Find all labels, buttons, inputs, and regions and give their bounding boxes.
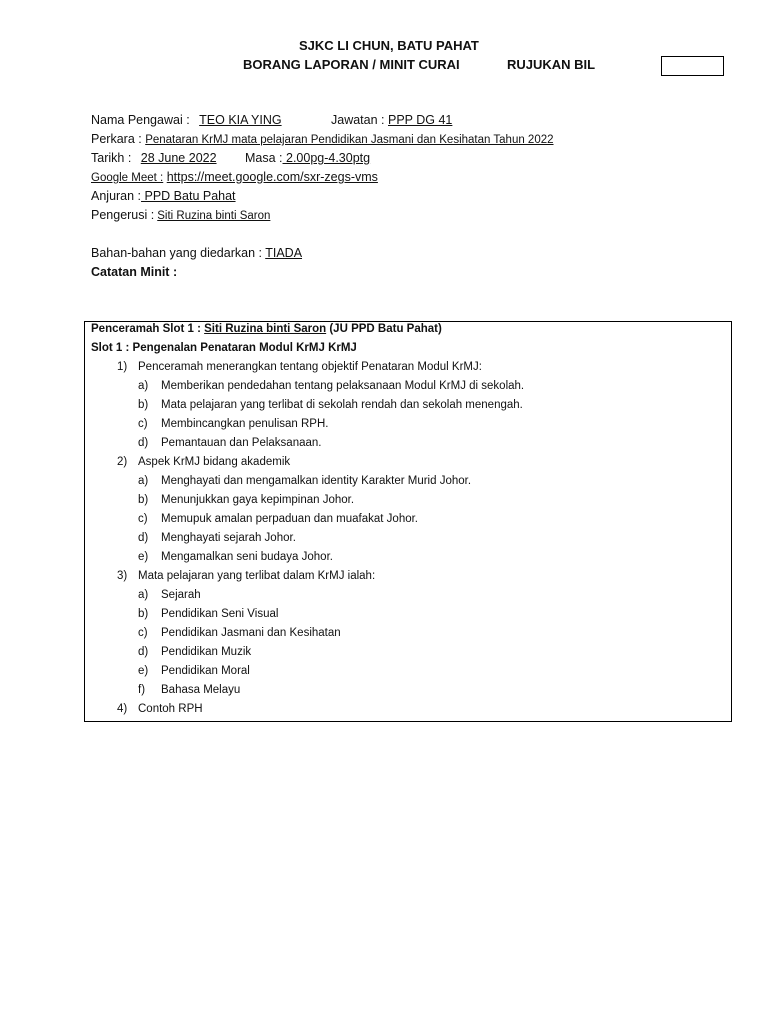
item-number: 1) <box>117 361 128 373</box>
bahan-line <box>91 246 302 260</box>
jawatan-label: Jawatan : <box>331 113 385 127</box>
subitem-text: Membincangkan penulisan RPH. <box>161 418 329 430</box>
pengerusi-label: Pengerusi : <box>91 208 155 222</box>
subitem-letter: a) <box>138 380 149 392</box>
speaker-name: Siti Ruzina binti Saron <box>204 323 327 335</box>
subitem-letter: c) <box>138 627 148 639</box>
subitem-text: Pemantauan dan Pelaksanaan. <box>161 437 322 449</box>
bahan-value: TIADA <box>265 246 303 260</box>
anjuran-line <box>91 189 236 203</box>
subitem-letter: d) <box>138 646 149 658</box>
slot-speaker <box>91 323 442 335</box>
subitem-text: Menghayati sejarah Johor. <box>161 532 296 544</box>
item-text: Mata pelajaran yang terlibat dalam KrMJ ialah: <box>138 570 376 582</box>
item-text: Contoh RPH <box>138 703 203 715</box>
tarikh-value: 28 June 2022 <box>140 151 217 165</box>
subitem-text: Bahasa Melayu <box>161 684 241 696</box>
subitem-letter: e) <box>138 551 149 563</box>
meet-line <box>91 170 378 184</box>
meet-label: Google Meet : <box>91 172 164 184</box>
subitem-letter: c) <box>138 418 148 430</box>
subitem-letter: a) <box>138 475 149 487</box>
subitem-letter: b) <box>138 494 149 506</box>
meet-link[interactable]: https://meet.google.com/sxr-zegs-vms <box>166 170 378 184</box>
school-name: SJKC LI CHUN, BATU PAHAT <box>299 38 479 53</box>
item-text: Penceramah menerangkan tentang objektif Penataran Modul KrMJ: <box>138 361 482 373</box>
perkara-value: Penataran KrMJ mata pelajaran Pendidikan Jasmani dan Kesihatan Tahun 2022 <box>145 134 554 146</box>
anjuran-value: PPD Batu Pahat <box>141 189 236 203</box>
speaker-suffix: (JU PPD Batu Pahat) <box>326 323 442 335</box>
masa-line <box>245 151 370 165</box>
item-number: 2) <box>117 456 128 468</box>
slot-title: Slot 1 : Pengenalan Penataran Modul KrMJ KrMJ <box>91 342 357 354</box>
masa-label: Masa : <box>245 151 283 165</box>
subitem-text: Menunjukkan gaya kepimpinan Johor. <box>161 494 355 506</box>
subitem-text: Pendidikan Jasmani dan Kesihatan <box>161 627 341 639</box>
ref-number-box <box>661 56 724 76</box>
nama-label: Nama Pengawai : <box>91 113 190 127</box>
perkara-line <box>91 132 554 146</box>
speaker-prefix: Penceramah Slot 1 : <box>91 323 205 335</box>
subitem-letter: b) <box>138 608 149 620</box>
subitem-text: Sejarah <box>161 589 201 601</box>
pengerusi-line <box>91 208 270 222</box>
jawatan-value: PPP DG 41 <box>388 113 453 127</box>
anjuran-label: Anjuran : <box>91 189 142 203</box>
subitem-text: Memupuk amalan perpaduan dan muafakat Johor. <box>161 513 418 525</box>
subitem-letter: f) <box>138 684 146 696</box>
subitem-text: Pendidikan Seni Visual <box>161 608 279 620</box>
subitem-text: Mata pelajaran yang terlibat di sekolah rendah dan sekolah menengah. <box>161 399 523 411</box>
subitem-text: Mengamalkan seni budaya Johor. <box>161 551 333 563</box>
item-text: Aspek KrMJ bidang akademik <box>138 456 291 468</box>
catatan-label: Catatan Minit : <box>91 265 178 279</box>
jawatan-line <box>331 113 452 127</box>
pengerusi-value: Siti Ruzina binti Saron <box>157 210 271 222</box>
item-number: 4) <box>117 703 128 715</box>
subitem-letter: d) <box>138 532 149 544</box>
subitem-letter: d) <box>138 437 149 449</box>
form-title: BORANG LAPORAN / MINIT CURAI <box>243 57 460 72</box>
tarikh-line <box>91 151 217 165</box>
subitem-letter: c) <box>138 513 148 525</box>
nama-line <box>91 113 282 127</box>
subitem-text: Menghayati dan mengamalkan identity Karakter Murid Johor. <box>161 475 472 487</box>
subitem-letter: b) <box>138 399 149 411</box>
tarikh-label: Tarikh : <box>91 151 132 165</box>
subitem-text: Memberikan pendedahan tentang pelaksanaan Modul KrMJ di sekolah. <box>161 380 525 392</box>
nama-value: TEO KIA YING <box>199 113 282 127</box>
subitem-letter: e) <box>138 665 149 677</box>
bahan-label: Bahan-bahan yang diedarkan : <box>91 246 262 260</box>
subitem-letter: a) <box>138 589 149 601</box>
perkara-label: Perkara : <box>91 132 142 146</box>
ref-label: RUJUKAN BIL <box>507 57 596 72</box>
subitem-text: Pendidikan Moral <box>161 665 250 677</box>
masa-value: 2.00pg-4.30ptg <box>282 151 371 165</box>
item-number: 3) <box>117 570 128 582</box>
subitem-text: Pendidikan Muzik <box>161 646 252 658</box>
